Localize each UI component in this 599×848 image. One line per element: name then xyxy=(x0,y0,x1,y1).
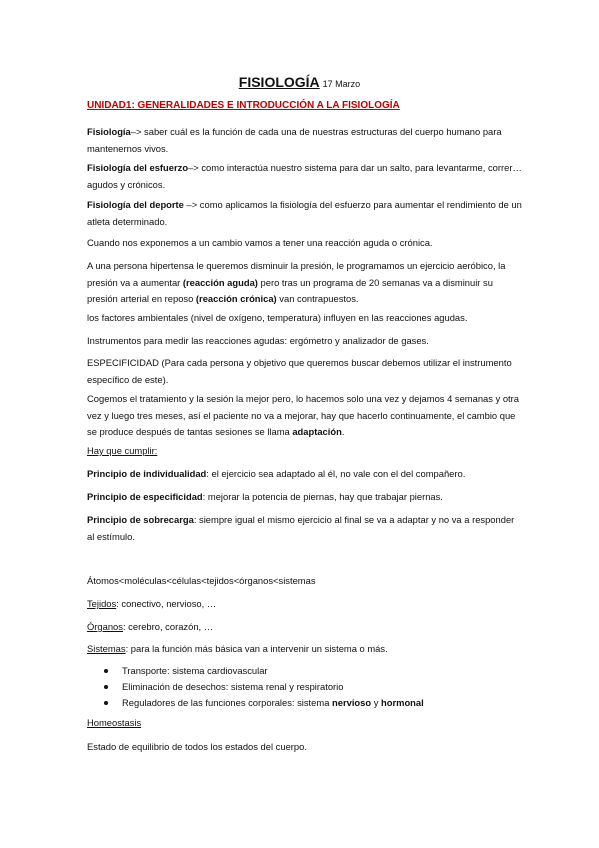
text-fisiologia-deporte: –> como aplicamos la fisiología del esfuerzo para aumentar el rendimiento de un atleta determinado. xyxy=(87,199,522,227)
text-principio-individualidad: : el ejercicio sea adaptado al él, no vale con el del compañero. xyxy=(206,468,466,479)
term-reaccion-aguda: (reacción aguda) xyxy=(182,276,258,288)
term-principio-individualidad: Principio de individualidad xyxy=(87,468,207,479)
text-hipertensa-a: A una persona hipertensa le queremos disminuir la presión, le programamos un ejercicio aeróbico, la presión va a aumentar xyxy=(87,260,506,288)
heading-homeostasis: Homeostasis xyxy=(87,717,142,728)
paragraph-fisiologia xyxy=(87,124,522,157)
title-line xyxy=(0,74,599,92)
text-principio-sobrecarga: : siempre igual el mismo ejercicio al final se va a adaptar y no va a responder al estímulo. xyxy=(87,514,515,542)
paragraph-especificidad: ESPECIFICIDAD (Para cada persona y objetivo que queremos buscar debemos utilizar el instrumento específico de este). xyxy=(87,357,512,385)
paragraph-tejidos xyxy=(87,596,522,613)
term-adaptacion: adaptación xyxy=(292,426,342,437)
paragraph-sistemas xyxy=(87,641,522,658)
term-fisiologia: Fisiología xyxy=(87,126,131,137)
list-item xyxy=(87,663,424,679)
paragraph-principio-sobrecarga xyxy=(87,512,522,545)
list-item xyxy=(87,679,424,695)
list-item-text-a: Reguladores de las funciones corporales: sistema xyxy=(122,697,333,709)
bullet-icon xyxy=(104,669,108,673)
paragraph-reaccion: Cuando nos exponemos a un cambio vamos a tener una reacción aguda o crónica. xyxy=(87,237,433,248)
text-fisiologia: –> saber cuál es la función de cada una de nuestras estructuras del cuerpo humano para mantenernos vivos. xyxy=(87,126,502,154)
list-item-text-c: y xyxy=(371,697,381,709)
text-adaptacion-c: . xyxy=(341,426,345,437)
paragraph-hipertensa xyxy=(87,258,522,308)
unit-heading: UNIDAD1: GENERALIDADES E INTRODUCCIÓN A LA FISIOLOGÍA xyxy=(87,100,400,111)
term-nervioso: nervioso xyxy=(332,697,372,709)
paragraph-fisiologia-esfuerzo xyxy=(87,160,522,193)
paragraph-organos xyxy=(87,619,522,636)
text-adaptacion-a: Cogemos el tratamiento y la sesión la mejor pero, lo hacemos solo una vez y dejamos 4 semanas y otra vez y luego tres meses, así el paciente no va a mejorar, hay que hacerlo continuamente, el cambio que se produce después de tantas sesiones se llama xyxy=(87,393,519,437)
list-item-text: Transporte: sistema cardiovascular xyxy=(122,665,268,676)
paragraph-principio-especificidad xyxy=(87,489,522,506)
paragraph-homeostasis: Estado de equilibrio de todos los estados del cuerpo. xyxy=(87,741,307,752)
text-hipertensa-c: pero tras un programa de 20 semanas va a disminuir su presión arterial en reposo xyxy=(87,276,493,304)
paragraph-jerarquia: Átomos<moléculas<células<tejidos<órganos<sistemas xyxy=(87,575,316,586)
heading-hay-que-cumplir: Hay que cumplir: xyxy=(87,445,158,456)
term-tejidos: Tejidos xyxy=(87,598,117,609)
term-reaccion-cronica: (reacción crónica) xyxy=(195,293,277,304)
text-tejidos: : conectivo, nervioso, … xyxy=(116,598,217,609)
bullet-icon xyxy=(104,701,108,705)
term-sistemas: Sistemas xyxy=(87,643,126,654)
term-fisiologia-esfuerzo: Fisiología del esfuerzo xyxy=(87,162,189,173)
term-organos: Órganos xyxy=(87,621,123,632)
text-sistemas: : para la función más básica van a intervenir un sistema o más. xyxy=(125,643,388,654)
document-date: 17 Marzo xyxy=(322,79,361,89)
bullet-icon xyxy=(104,685,108,689)
term-fisiologia-deporte: Fisiología del deporte xyxy=(87,199,184,210)
paragraph-factores: los factores ambientales (nivel de oxígeno, temperatura) influyen en las reacciones agudas. xyxy=(87,312,468,323)
text-organos: : cerebro, corazón, … xyxy=(122,621,214,632)
paragraph-principio-individualidad xyxy=(87,466,522,483)
text-hipertensa-e: van contrapuestos. xyxy=(276,293,359,304)
term-principio-especificidad: Principio de especificidad xyxy=(87,491,203,502)
paragraph-instrumentos: Instrumentos para medir las reacciones agudas: ergómetro y analizador de gases. xyxy=(87,335,429,346)
text-principio-especificidad: : mejorar la potencia de piernas, hay que trabajar piernas. xyxy=(202,491,443,502)
document-title: FISIOLOGÍA xyxy=(238,74,320,90)
systems-list xyxy=(87,663,424,712)
term-hormonal: hormonal xyxy=(381,697,424,709)
list-item xyxy=(87,695,424,711)
list-item-text: Eliminación de desechos: sistema renal y respiratorio xyxy=(122,681,344,693)
term-principio-sobrecarga: Principio de sobrecarga xyxy=(87,514,194,525)
text-fisiologia-esfuerzo: –> como interactúa nuestro sistema para dar un salto, para levantarme, correr… agudos y crónicos. xyxy=(87,162,522,190)
paragraph-adaptacion xyxy=(87,391,522,441)
paragraph-fisiologia-deporte xyxy=(87,197,522,230)
